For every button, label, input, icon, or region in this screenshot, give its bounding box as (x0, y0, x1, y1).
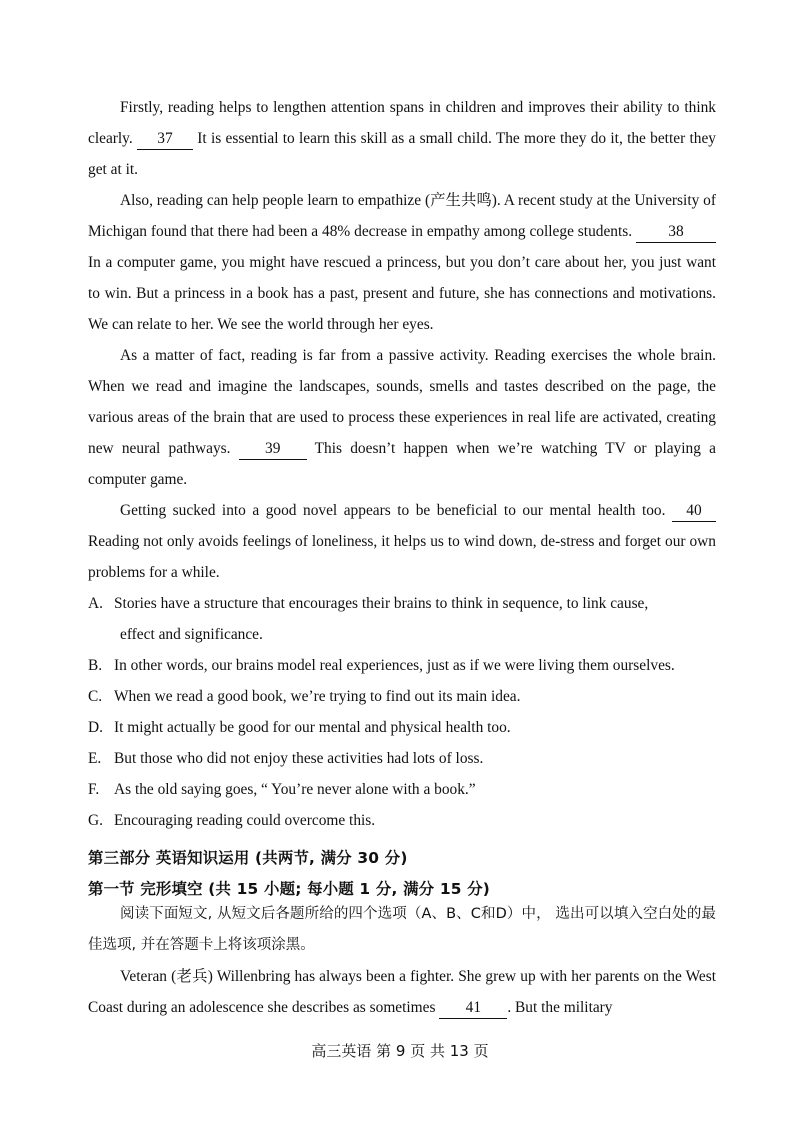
option-d (88, 712, 716, 743)
option-text: When we read a good book, we’re trying to find out its main idea. (114, 688, 521, 705)
option-letter: G. (88, 812, 103, 829)
option-text-continued: effect and significance. (120, 626, 263, 643)
paragraph-4 (88, 495, 716, 588)
option-text: As the old saying goes, “ You’re never alone with a book.” (114, 781, 476, 798)
option-g (88, 805, 716, 836)
paragraph-text: Veteran (老兵) Willenbring has always been a fighter. She grew up with her parents on the West Coast during an adolescence she describes as sometimes (88, 968, 716, 1016)
blank-37: 37 (137, 129, 193, 150)
option-letter: A. (88, 595, 103, 612)
option-e (88, 743, 716, 774)
option-c (88, 681, 716, 712)
option-b (88, 650, 716, 681)
paragraph-3 (88, 340, 716, 495)
paragraph-1 (88, 92, 716, 185)
option-letter: B. (88, 657, 103, 674)
blank-41: 41 (439, 998, 507, 1019)
paragraph-text: Also, reading can help people learn to empathize (产生共鸣). A recent study at the University of Michigan found that there had been a 48% decrease in empathy among college students. (88, 192, 716, 240)
option-f (88, 774, 716, 805)
option-text: But those who did not enjoy these activities had lots of loss. (114, 750, 484, 767)
option-a (88, 588, 716, 650)
option-letter: F. (88, 781, 100, 798)
option-letter: C. (88, 688, 103, 705)
option-text: Stories have a structure that encourages their brains to think in sequence, to link cause, (114, 595, 649, 612)
option-letter: E. (88, 750, 102, 767)
paragraph-text: In a computer game, you might have rescued a princess, but you don’t care about her, you just want to win. But a princess in a book has a past, present and future, she has connections and motivations. We can relate to her. We see the world through her eyes. (88, 254, 716, 333)
blank-40: 40 (672, 501, 716, 522)
paragraph-text: This doesn’t happen when we’re watching TV or playing a computer game. (88, 440, 716, 488)
paragraph-2 (88, 185, 716, 340)
subsection-heading: 第一节 完形填空 (共 15 小题; 每小题 1 分, 满分 15 分) (88, 880, 491, 898)
option-text: In other words, our brains model real experiences, just as if we were living them ourselves. (114, 657, 675, 674)
section-heading: 第三部分 英语知识运用 (共两节, 满分 30 分) (88, 849, 408, 867)
blank-39: 39 (239, 439, 307, 460)
paragraph-text: As a matter of fact, reading is far from a passive activity. Reading exercises the whole brain. When we read and imagine the landscapes, sounds, smells and tastes described on the page, the various areas of the brain that are used to process these experiences in real life are activated, creating new neural pathways. (88, 347, 716, 457)
paragraph-text: Getting sucked into a good novel appears to be beneficial to our mental health too. (120, 502, 666, 519)
paragraph-text: Firstly, reading helps to lengthen attention spans in children and improves their ability to think clearly. (88, 99, 716, 147)
paragraph-text: It is essential to learn this skill as a small child. The more they do it, the better they get at it. (88, 130, 716, 178)
instruction-paragraph: 阅读下面短文, 从短文后各题所给的四个选项（A、B、C和D）中， 选出可以填入空白处的最佳选项, 并在答题卡上将该项涂黑。 (88, 906, 716, 953)
paragraph-text: Reading not only avoids feelings of loneliness, it helps us to wind down, de-stress and forget our own problems for a while. (88, 533, 716, 581)
paragraph-text: . But the military (507, 999, 613, 1016)
option-letter: D. (88, 719, 103, 736)
option-text: Encouraging reading could overcome this. (114, 812, 376, 829)
page-footer: 高三英语 第 9 页 共 13 页 (311, 1042, 489, 1060)
blank-38: 38 (636, 222, 716, 243)
cloze-paragraph (88, 961, 716, 1023)
option-text: It might actually be good for our mental and physical health too. (114, 719, 511, 736)
